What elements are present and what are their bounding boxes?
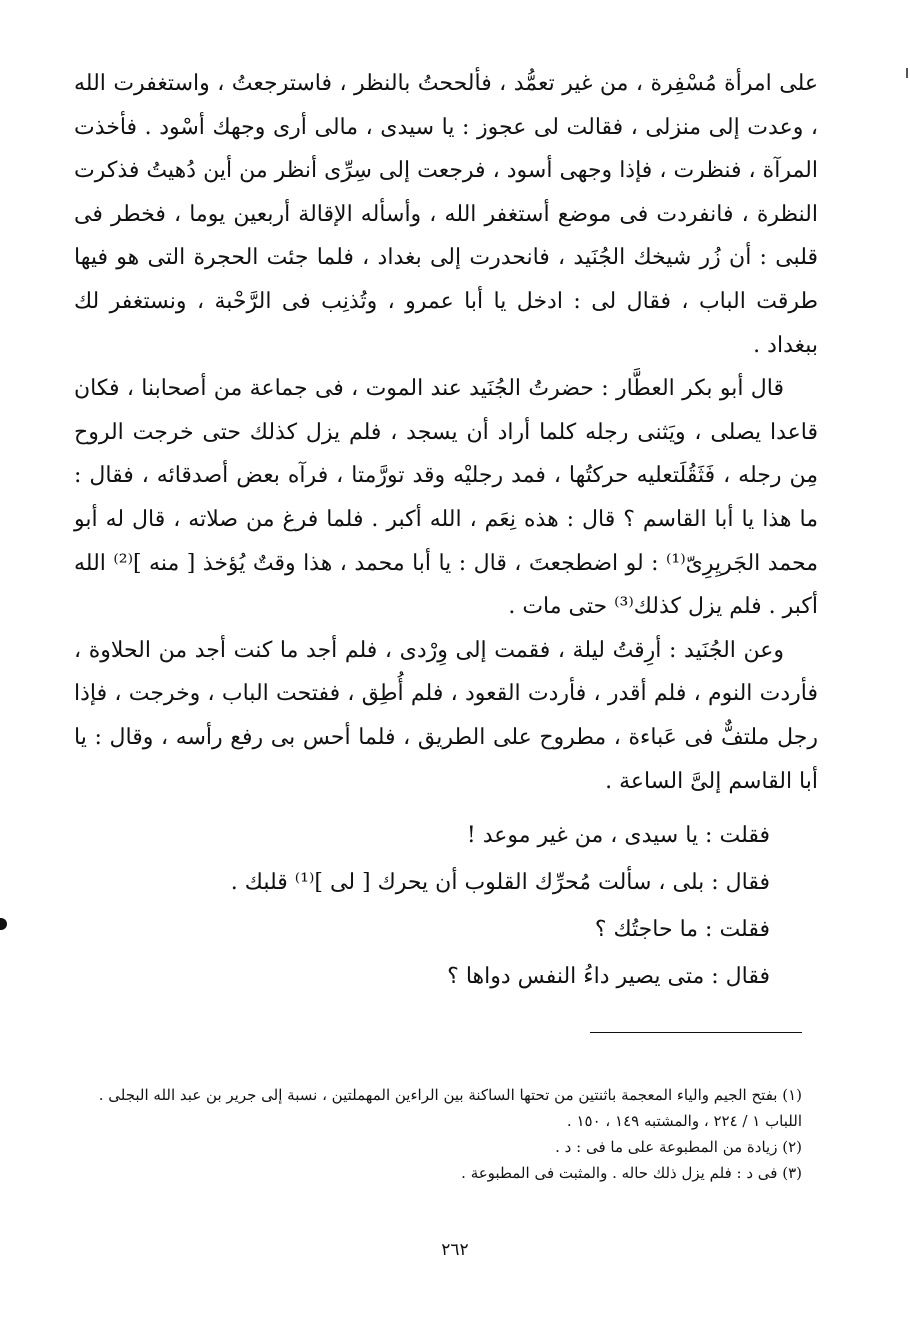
footnote-1-continuation: اللباب ١ / ٢٢٤ ، والمشتبه ١٤٩ ، ١٥٠ . [566, 1112, 802, 1130]
margin-dot [0, 918, 7, 930]
footnote-3: (٣) فى د : فلم يزل ذلك حاله . والمثبت فى المطبوعة . [461, 1164, 802, 1182]
paragraph-3: وعن الجُنَيد : أرِقتُ ليلة ، فقمت إلى وِرْدى ، فلم أجد ما كنت أجد من الحلاوة ، فأردت النوم ، فلم أقدر ، فأردت القعود ، فلم أُطِق ، ففتحت الباب ، وخرجت ، فإذا رجل ملتفٌّ فى عَباءة ، مطروح على الطريق ، فلما أحس بى رفع رأسه ، وقال : يا أبا القاسم إلىَّ الساعة . [74, 637, 818, 794]
margin-mark [906, 68, 908, 78]
dialogue-line-4: فقال : متى يصير داءُ النفس دواها ؟ [447, 964, 770, 989]
dialogue-line-3: فقلت : ما حاجتُك ؟ [594, 917, 770, 942]
page-number: ٢٦٢ [441, 1240, 469, 1260]
paragraph-2: قال أبو بكر العطَّار : حضرتُ الجُنَيد عند الموت ، فى جماعة من أصحابنا ، فكان قاعدا يصلى ، ويَثنى رجله كلما أراد أن يسجد ، فلم يزل كذلك حتى خرجت الروح مِن رجله ، فَثَقُلَتعليه حركتُها ، فمد رجليْه وقد تورَّمتا ، فرآه بعض أصدقائه ، فقال : ما هذا يا أبا القاسم ؟ قال : هذه نِعَم ، الله أكبر . فلما فرغ من صلاته ، قال له أبو محمد الجَريِرِىّ⁽¹⁾ : لو اضطجعتَ ، قال : يا أبا محمد ، هذا وقتٌ يُؤخذ [ منه ]⁽²⁾ الله أكبر . فلم يزل كذلك⁽³⁾ حتى مات . [74, 376, 818, 620]
main-text [74, 62, 818, 803]
footnote-divider [590, 1032, 802, 1033]
dialogue-line-2: فقال : بلى ، سألت مُحرِّك القلوب أن يحرك [ لى ]⁽¹⁾ قلبك . [230, 870, 770, 895]
dialogue-line-1: فقلت : يا سيدى ، من غير موعد ! [466, 823, 770, 848]
footnotes [80, 1082, 802, 1186]
footnote-2: (٢) زيادة من المطبوعة على ما فى : د . [555, 1138, 802, 1156]
paragraph-1: على امرأة مُسْفِرة ، من غير تعمُّد ، فألححتُ بالنظر ، فاسترجعتُ ، واستغفرت الله ، وعدت إلى منزلى ، فقالت لى عجوز : يا سيدى ، مالى أرى وجهك أسْود . فأخذت المرآة ، فنظرت ، فإذا وجهى أسود ، فرجعت إلى سِرِّى أنظر من أين دُهيتُ فذكرت النظرة ، فانفردت فى موضع أستغفر الله ، وأسأله الإقالة أربعين يوما ، فخطر فى قلبى : أن زُر شيخك الجُنَيد ، فانحدرت إلى بغداد ، فلما جئت الحجرة التى هو فيها طرقت الباب ، فقال لى : ادخل يا أبا عمرو ، وتُذنِب فى الرَّحْبة ، ونستغفر لك ببغداد . [74, 71, 818, 358]
dialogue-block [120, 812, 770, 1000]
footnote-1: (١) بفتح الجيم والياء المعجمة باثنتين من تحتها الساكنة بين الراءين المهملتين ، نسبة إلى جرير بن عبد الله البجلى . [98, 1086, 802, 1104]
